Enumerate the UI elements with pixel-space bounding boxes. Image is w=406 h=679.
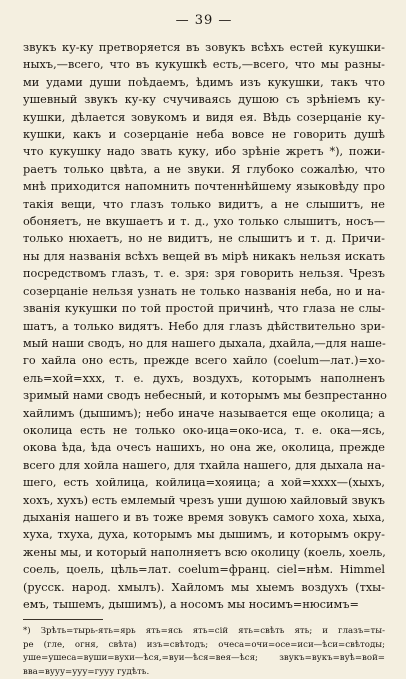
- text-line: обоняетъ, не вкушаетъ и т. д., ухо только слышитъ, носъ—: [23, 215, 385, 229]
- text-line: ныхъ,—всего, что въ кукушкѣ есть,—всего, что мы разны-: [23, 58, 385, 72]
- footnote-line: уше=ушеса=вуши=вухи—ѣся,=вуи—ѣся=вея—ѣся; звукъ=вукъ=вуѣ=вой=: [23, 653, 385, 664]
- text-line: кушки, какъ и созерцаніе неба вовсе не говорить душѣ: [23, 128, 385, 142]
- footnote-line: ре (гле, огня, свѣта) изъ=свѣтодъ; очеса=очи=осе=иси—ѣси=свѣтоды;: [23, 639, 385, 650]
- text-line: хуха, тхуха, духа, которымъ мы дышимъ, и которымъ окру-: [23, 528, 385, 542]
- text-line: такія вещи, что глазъ только видитъ, а не слышитъ, не: [23, 197, 385, 211]
- text-line: (русск. народ. хмылъ). Хайломъ мы хыемъ воздухъ (тхы-: [23, 580, 385, 594]
- text-line: хохъ, хухъ) есть емлемый чрезъ уши душою хайловый звукъ: [23, 493, 385, 507]
- text-line: мнѣ приходится напомнить почтеннѣйшему языковѣду про: [23, 180, 385, 194]
- text-line: ель=хой=ххх, т. е. духъ, воздухъ, которымъ наполненъ: [23, 371, 385, 385]
- text-line: ны для названія всѣхъ вещей въ мірѣ никакъ нельзя искать: [23, 249, 385, 263]
- body-text: [23, 39, 385, 613]
- text-line: всего для хойла нашего, для тхайла нашего, для дыхала на-: [23, 458, 385, 472]
- text-line: хайлимъ (дышимъ); небо иначе называется еще околица; а: [23, 406, 385, 420]
- text-line: только нюхаетъ, но не видитъ, не слышитъ и т. д. Причи-: [23, 232, 385, 246]
- footnote-line: *) Зрѣть=тырь-ять=ярь ять=ясь ять=сій ять=свѣть ять; и глазъ=ты-: [23, 626, 385, 637]
- text-line: созерцаніе нельзя узнать не только названія неба, но и на-: [23, 284, 385, 298]
- text-line: звукъ ку-ку претворяется въ зовукъ всѣхъ естей кукушки-: [23, 41, 385, 54]
- text-line: жены мы, и который наполняетъ всю околицу (коель, хоель,: [23, 545, 386, 559]
- footnote: [23, 625, 385, 679]
- text-line: емъ, тышемъ, дышимъ), а носомъ мы носимъ=нюсимъ=: [23, 598, 359, 611]
- text-line: околица есть не только око-ица=око-иса, т. е. ока—ясь,: [23, 423, 385, 437]
- text-line: окова ѣда, ѣда очесъ нашихъ, но она же, околица, прежде: [23, 441, 385, 455]
- page-number: — 39 —: [175, 13, 233, 28]
- text-line: ми удами души поѣдаемъ, ѣдимъ изъ кукушки, такъ что: [23, 75, 385, 89]
- text-line: ушевный звукъ ку-ку счучиваясь душою съ зрѣніемъ ку-: [23, 93, 385, 107]
- text-line: кушки, дѣлается зовукомъ и видя ея. Вѣдь созерцаніе ку-: [23, 110, 385, 124]
- footnote-divider: [23, 619, 103, 620]
- text-line: шатъ, а только видятъ. Небо для глазъ дѣйствительно зри-: [23, 319, 385, 333]
- text-line: соель, цоель, цѣль=лат. coelum=франц. ciel=нѣм. Himmel: [23, 563, 385, 577]
- text-line: шего, есть хойлица, койлица=хояица; а хой=хххх—(хыхъ,: [23, 476, 385, 490]
- text-line: зримый нами сводъ небесный, и которымъ мы безпрестанно: [23, 389, 387, 403]
- text-line: званія кукушки по той простой причинѣ, что глаза не слы-: [23, 302, 385, 316]
- text-line: что кукушку надо звать куку, ибо зрѣніе жретъ *), пожи-: [23, 145, 385, 159]
- text-line: посредствомъ глазъ, т. е. зря: зря говорить нельзя. Чрезъ: [23, 267, 385, 281]
- text-line: раетъ только цвѣта, а не звуки. Я глубоко сожалѣю, что: [23, 162, 385, 176]
- text-line: мый наши сводъ, но для нашего дыхала, дхайла,—для наше-: [23, 336, 386, 350]
- footnote-line: вва=вууу=ууу=гууу гудѣть.: [23, 666, 150, 677]
- text-line: го хайла оно есть, прежде всего хайло (coelum—лат.)=хо-: [23, 354, 385, 368]
- text-line: дыханія нашего и въ тоже время зовукъ самого хоха, хыха,: [23, 510, 385, 524]
